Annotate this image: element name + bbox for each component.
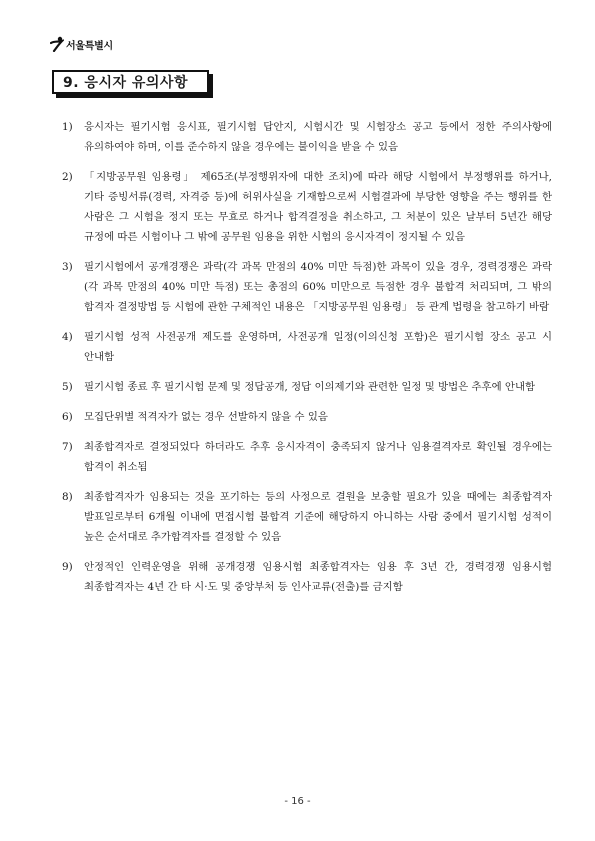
notice-list: [62, 117, 552, 607]
item-number: 4): [62, 331, 73, 343]
list-item: [62, 167, 552, 247]
item-text: 안정적인 인력운영을 위해 공개경쟁 임용시험 최종합격자는 임용 후 3년 간, 경력경쟁 임용시험 최종합격자는 4년 간 타 시·도 및 중앙부처 등 인사교류(전출)를 금지함: [84, 561, 552, 593]
item-number: 9): [62, 561, 73, 573]
list-item: [62, 117, 552, 157]
section-title: 9. 응시자 유의사항: [63, 75, 188, 91]
item-text: 필기시험에서 공개경쟁은 과락(각 과목 만점의 40% 미만 득점)한 과목이 있을 경우, 경력경쟁은 과락(각 과목 만점의 40% 미만 득점) 또는 총점의 60% 미만으로 득점한 경우 불합격 처리되며, 그 밖의 합격자 결정방법 등 시험에 관한 구체적인 내용은 「지방공무원 임용령」 등 관계 법령을 참고하기 바람: [84, 261, 552, 313]
item-number: 6): [62, 411, 73, 423]
item-text: 최종합격자로 결정되었다 하더라도 추후 응시자격이 충족되지 않거나 임용결격자로 확인될 경우에는 합격이 취소됨: [84, 441, 552, 473]
item-number: 3): [62, 261, 73, 273]
list-item: [62, 437, 552, 477]
item-number: 5): [62, 381, 73, 393]
list-item: [62, 557, 552, 597]
item-number: 8): [62, 491, 73, 503]
list-item: [62, 327, 552, 367]
seoul-logo-icon: [50, 36, 64, 52]
item-number: 2): [62, 171, 73, 183]
list-item: [62, 407, 552, 427]
section-heading-box: [52, 70, 209, 94]
logo-text: 서울특별시: [66, 40, 113, 52]
item-text: 응시자는 필기시험 응시표, 필기시험 답안지, 시험시간 및 시험장소 공고 등에서 정한 주의사항에 유의하여야 하며, 이를 준수하지 않을 경우에는 불이익을 받을 수 있음: [84, 121, 552, 153]
list-item: [62, 377, 552, 397]
item-text: 최종합격자가 임용되는 것을 포기하는 등의 사정으로 결원을 보충할 필요가 있을 때에는 최종합격자 발표일로부터 6개월 이내에 면접시험 불합격 기준에 해당하지 아니하는 사람 중에서 필기시험 성적이 높은 순서대로 추가합격자를 결정할 수 있음: [84, 491, 552, 543]
list-item: [62, 487, 552, 547]
item-text: 「지방공무원 임용령」 제65조(부정행위자에 대한 조치)에 따라 해당 시험에서 부정행위를 하거나, 기타 증빙서류(경력, 자격증 등)에 허위사실을 기재함으로써 시험결과에 부당한 영향을 주는 행위를 한 사람은 그 시험을 정지 또는 무효로 하거나 합격결정을 취소하고, 그 처분이 있은 날부터 5년간 해당 규정에 따른 시험이나 그 밖에 공무원 임용을 위한 시험의 응시자격이 정지될 수 있음: [84, 171, 552, 243]
page-number: - 16 -: [284, 796, 311, 807]
item-number: 1): [62, 121, 73, 133]
item-text: 모집단위별 적격자가 없는 경우 선발하지 않을 수 있음: [84, 411, 328, 423]
seoul-logo: [50, 36, 113, 52]
item-text: 필기시험 종료 후 필기시험 문제 및 정답공개, 정답 이의제기와 관련한 일정 및 방법은 추후에 안내함: [84, 381, 536, 393]
item-number: 7): [62, 441, 73, 453]
item-text: 필기시험 성적 사전공개 제도를 운영하며, 사전공개 일정(이의신청 포함)은 필기시험 장소 공고 시 안내함: [84, 331, 552, 363]
list-item: [62, 257, 552, 317]
